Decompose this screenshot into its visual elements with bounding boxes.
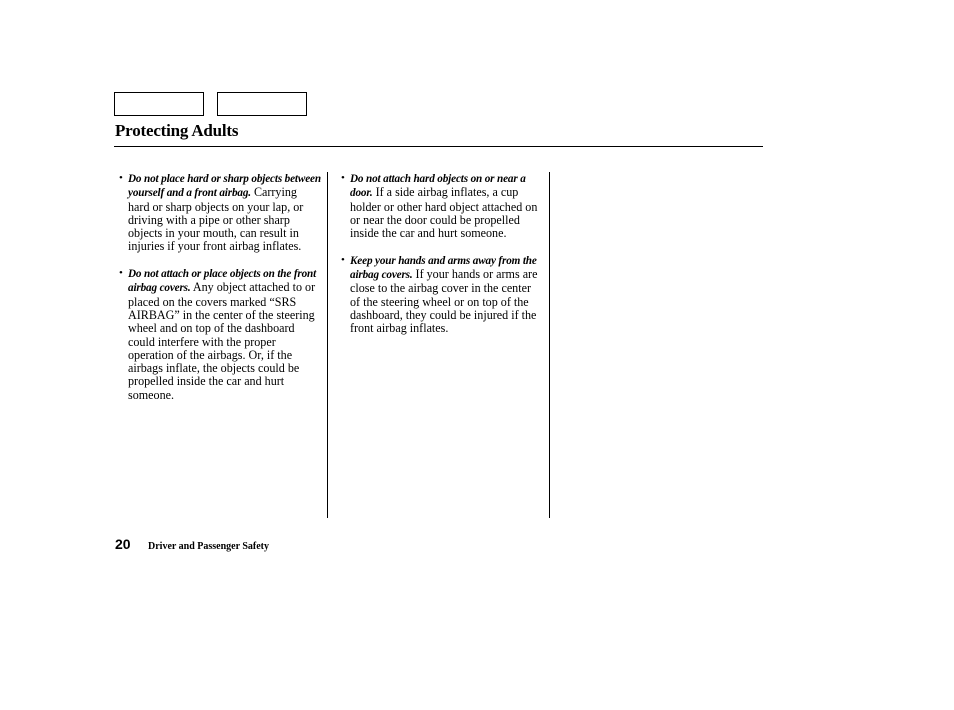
item-body: If a side airbag inflates, a cup holder or other hard object attached on or near the door could be propelled inside the car and hurt someone. bbox=[350, 185, 538, 241]
list-item bbox=[119, 267, 321, 402]
item-body: If your hands or arms are close to the airbag cover in the center of the steering wheel or on top of the dashboard, they could be injured if the front airbag inflates. bbox=[350, 267, 538, 336]
item-body: Carrying hard or sharp objects on your lap, or driving with a pipe or other sharp objects in your mouth, can result in injuries if your front airbag inflates. bbox=[128, 185, 304, 254]
bullet-icon: • bbox=[119, 172, 123, 184]
bullet-icon: • bbox=[341, 172, 345, 184]
chapter-label: Driver and Passenger Safety bbox=[148, 541, 270, 552]
bullet-icon: • bbox=[341, 253, 345, 266]
column-divider-1 bbox=[327, 172, 328, 518]
nav-tab-previous[interactable] bbox=[114, 92, 204, 116]
item-heading: Do not place hard or sharp objects between yourself and a front airbag. bbox=[128, 173, 321, 200]
list-item bbox=[119, 172, 321, 254]
nav-tab-next[interactable] bbox=[217, 92, 307, 116]
text-column-1 bbox=[119, 172, 321, 415]
item-heading: Keep your hands and arms away from the airbag covers. bbox=[350, 254, 537, 282]
column-divider-2 bbox=[549, 172, 550, 518]
item-heading: Do not attach hard objects on or near a door. bbox=[350, 173, 526, 200]
text-column-2 bbox=[341, 172, 543, 349]
list-item bbox=[341, 254, 543, 336]
title-divider bbox=[114, 146, 763, 147]
page-title: Protecting Adults bbox=[115, 121, 239, 140]
item-body: Any object attached to or placed on the covers marked “SRS AIRBAG” in the center of the steering wheel and on top of the dashboard could interfere with the proper operation of the airbags. Or, if the airbags inflate, the objects could be propelled inside the car and hurt someone. bbox=[128, 280, 316, 402]
item-heading: Do not attach or place objects on the front airbag covers. bbox=[128, 268, 317, 295]
bullet-icon: • bbox=[119, 267, 123, 280]
page-number: 20 bbox=[115, 536, 131, 552]
list-item bbox=[341, 172, 543, 240]
